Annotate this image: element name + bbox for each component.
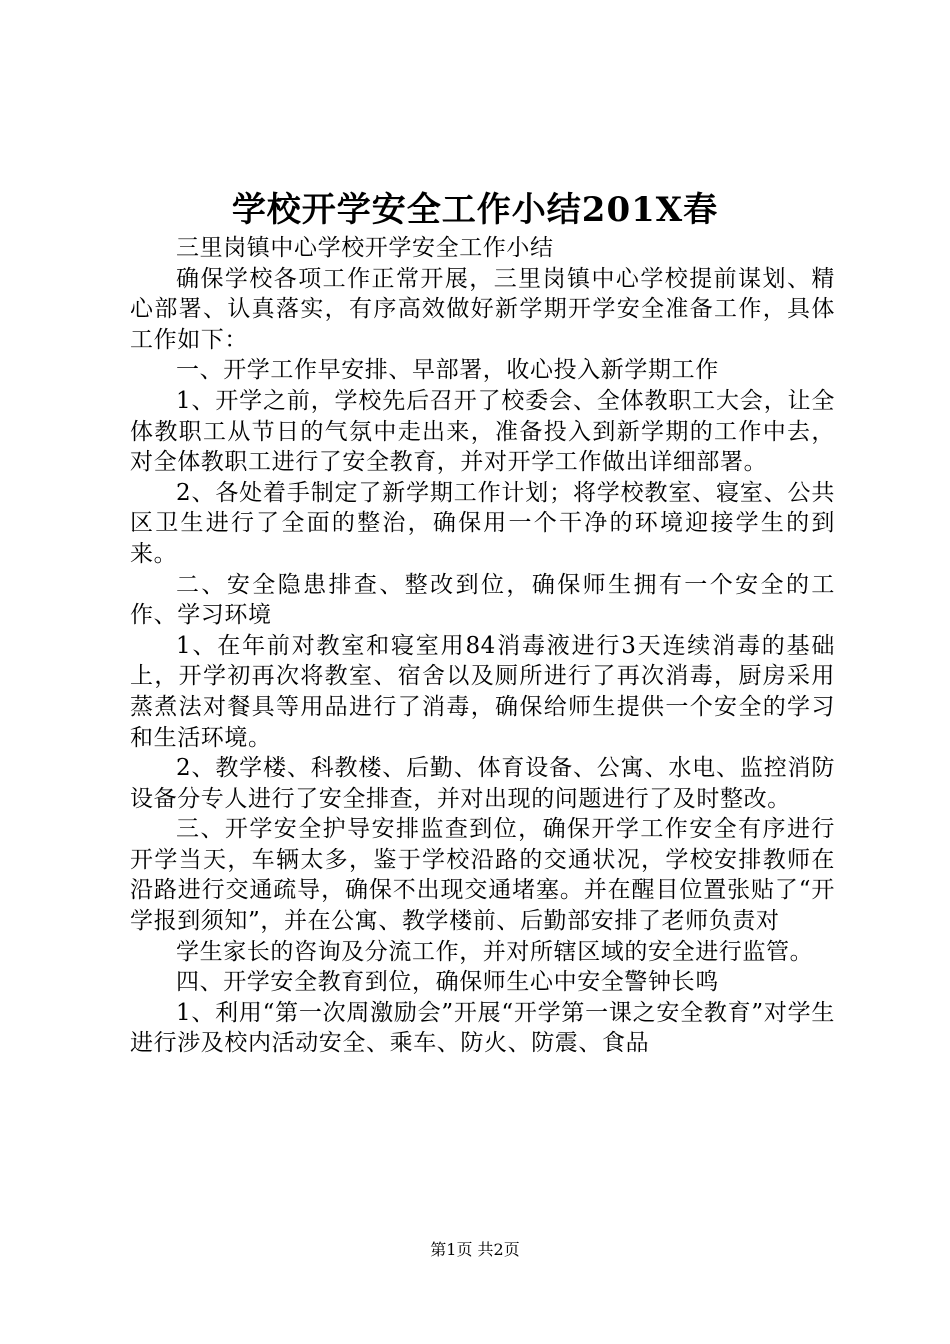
section-heading: 四、开学安全教育到位，确保师生心中安全警钟长鸣 <box>176 969 719 996</box>
paragraph: 1、在年前对教室和寝室用84消毒液进行3天连续消毒的基础上，开学初再次将教室、宿舍以及厕所进行了再次消毒，厨房采用蒸煮法对餐具等用品进行了消毒，确保给师生提供一个安全的学习和生活环境。 <box>130 632 835 751</box>
paragraph: 2、教学楼、科教楼、后勤、体育设备、公寓、水电、监控消防设备分专人进行了安全排查，并对出现的问题进行了及时整改。 <box>130 755 835 812</box>
document-body <box>130 233 835 1059</box>
paragraph: 1、开学之前，学校先后召开了校委会、全体教职工大会，让全体教职工从节日的气氛中走出来，准备投入到新学期的工作中去，对全体教职工进行了安全教育，并对开学工作做出详细部署。 <box>130 387 835 476</box>
section-heading: 一、开学工作早安排、早部署，收心投入新学期工作 <box>176 357 719 384</box>
paragraph: 1、利用“第一次周激励会”开展“开学第一课之安全教育”对学生进行涉及校内活动安全、乘车、防火、防震、食品 <box>130 999 835 1057</box>
section-heading: 三、开学安全护导安排监查到位，确保开学工作安全有序进行开学当天，车辆太多，鉴于学校沿路的交通状况，学校安排教师在沿路进行交通疏导，确保不出现交通堵塞。并在醒目位置张贴了“开学报到须知”，并在公寓、教学楼前、后勤部安排了老师负责对 <box>130 816 835 935</box>
paragraph: 学生家长的咨询及分流工作，并对所辖区域的安全进行监管。 <box>176 938 814 965</box>
paragraph: 三里岗镇中心学校开学安全工作小结 <box>176 235 554 261</box>
paragraph: 确保学校各项工作正常开展，三里岗镇中心学校提前谋划、精心部署、认真落实，有序高效做好新学期开学安全准备工作，具体工作如下： <box>130 265 835 353</box>
section-heading: 二、安全隐患排查、整改到位，确保师生拥有一个安全的工作、学习环境 <box>130 571 835 629</box>
document-title: 学校开学安全工作小结201X春 <box>231 190 719 230</box>
page-number-footer: 第1页 共2页 <box>430 1240 520 1259</box>
paragraph: 2、各处着手制定了新学期工作计划；将学校教室、寝室、公共区卫生进行了全面的整治，确保用一个干净的环境迎接学生的到来。 <box>130 479 835 567</box>
